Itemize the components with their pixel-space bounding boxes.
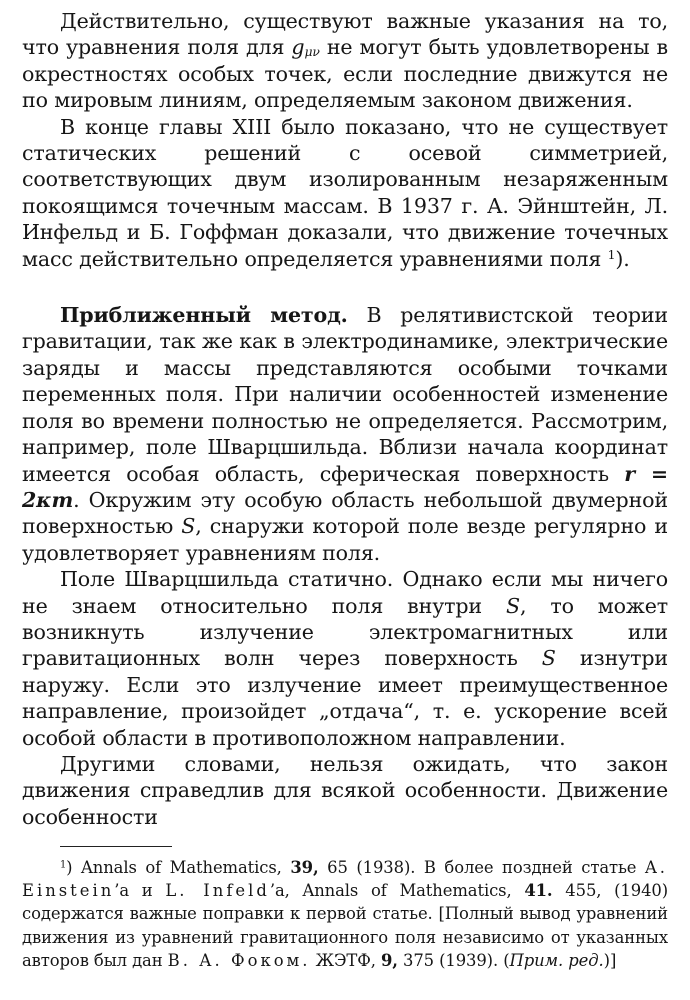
p3-text-b: . Окружим эту особую область небольшой двумерной поверхностью: [22, 487, 668, 539]
surface-symbol: S: [181, 514, 196, 539]
footnote-mark: 1: [60, 859, 67, 871]
metric-subscript: μν: [304, 45, 320, 60]
fn-text: )]: [603, 950, 617, 970]
section-heading: Приближенный метод.: [60, 303, 348, 328]
editor-note: Прим. ред.: [509, 950, 604, 970]
fn-text: ’a и: [114, 881, 166, 901]
paragraph-3: [22, 302, 668, 566]
p1-text-a: Действительно, существуют важные указания на то, что уравнения поля для: [22, 9, 668, 60]
fn-text: 455, (1940) содержатся важные поправки к первой статье. [Полный вывод уравнений движения из уравнений гравитационного поля независимо от указанных авторов был дан: [22, 881, 669, 970]
paragraph-5: [22, 751, 668, 830]
paragraph-4: [22, 566, 668, 751]
p2-text-b: ).: [615, 246, 630, 271]
fn-volume: 39,: [290, 858, 319, 877]
radius-formula: r = 2κm: [22, 461, 669, 512]
section-gap: [22, 272, 668, 302]
footnote-ref: 1: [607, 247, 616, 262]
p3-text-a: В релятивистской теории гравитации, так же как в электродинамике, электрические заряды и массы представляются особыми точками переменных поля. При наличии особенностей изменение поля во времени полностью не определяется. Рассмотрим, например, поле Шварцшильда. Вблизи начала координат имеется особая область, сферическая поверхность: [22, 303, 669, 486]
p1-text-b: не могут быть удовлетворены в окрестностях особых точек, если последние движутся не по мировым линиям, определяемым законом движения.: [22, 35, 668, 113]
fn-text: 65 (1938). В более поздней статье: [318, 858, 645, 877]
p4-text-b: , то может возникнуть излучение электромагнитных или гравитационных волн через поверхность: [22, 593, 668, 671]
fn-volume: 9,: [380, 950, 398, 970]
p3-text-c: , снаружи которой поле везде регулярно и удовлетворяет уравнениям поля.: [22, 514, 668, 565]
main-text: [22, 8, 668, 830]
p4-text-a: Поле Шварцшильда статично. Однако если мы ничего не знаем относительно поля внутри: [22, 567, 668, 618]
p4-text-c: изнутри наружу. Если это излучение имеет преимущественное направление, произойдет „отдача“, т. е. ускорение всей особой области в противоположном направлении.: [22, 646, 668, 750]
fn-author: L. Infeld: [165, 881, 270, 901]
footnote-text: [22, 856, 668, 972]
fn-volume: 41.: [524, 881, 553, 901]
paragraph-2: [22, 114, 668, 272]
metric-symbol: g: [291, 35, 305, 60]
surface-symbol: S: [506, 593, 520, 618]
p2-text-a: В конце главы XIII было показано, что не существует статических решений с осевой симметрией, соответствующих двум изолированным незаряженным покоящимся точечным массам. В 1937 г. А. Эйнштейн, Л. Инфельд и Б. Гоффман доказали, что движение точечных масс действительно определяется уравнениями поля: [22, 114, 668, 271]
fn-text: ЖЭТФ,: [310, 950, 381, 970]
fn-text: 375 (1939). (: [397, 950, 510, 970]
fn-text: ’a, Annals of Mathematics,: [269, 881, 525, 901]
surface-symbol: S: [541, 646, 556, 671]
p5-text-a: Другими словами, нельзя ожидать, что закон движения справедлив для всякой особенности. Движение особенности: [22, 751, 668, 829]
footnote: [22, 856, 668, 972]
fn-text: ) Annals of Mathematics,: [66, 858, 291, 877]
fn-author: В. А. Фоком.: [167, 950, 311, 970]
paragraph-1: [22, 8, 668, 114]
fn-author: A. Einstein: [22, 858, 669, 901]
footnote-divider: [60, 846, 172, 847]
